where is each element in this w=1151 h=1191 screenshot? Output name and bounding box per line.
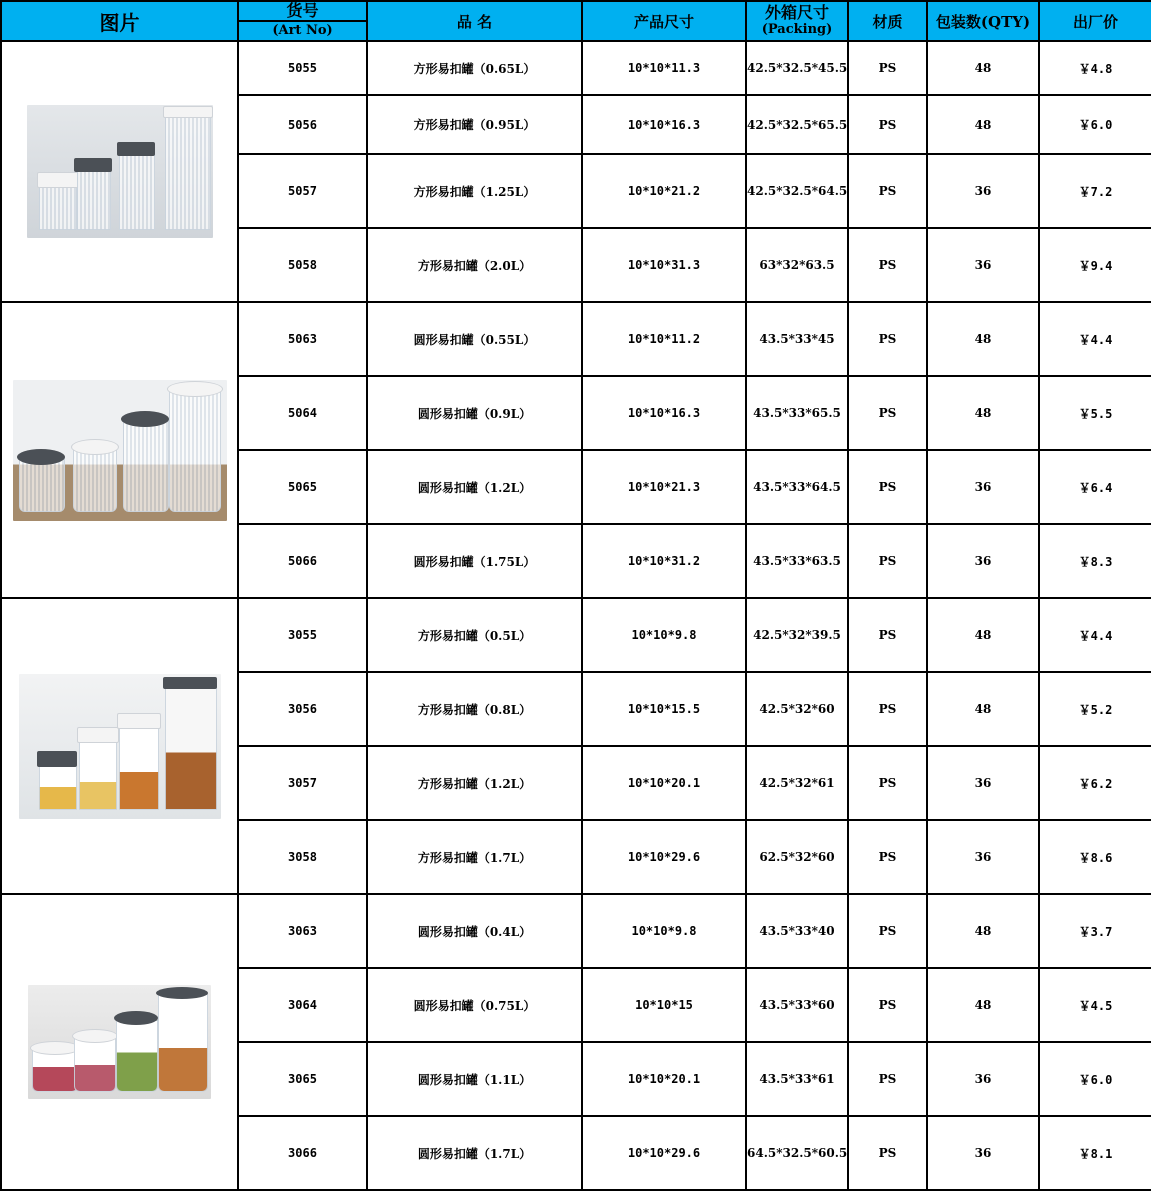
price-cell: ￥4.4 xyxy=(1039,302,1151,376)
product-name-cell: 圆形易扣罐（0.55L） xyxy=(367,302,582,376)
product-size-cell: 10*10*20.1 xyxy=(582,746,746,820)
product-size-cell: 10*10*29.6 xyxy=(582,820,746,894)
qty-cell: 48 xyxy=(927,672,1039,746)
price-cell: ￥6.4 xyxy=(1039,450,1151,524)
price-cell: ￥3.7 xyxy=(1039,894,1151,968)
header-name: 品 名 xyxy=(367,1,582,41)
product-name-cell: 方形易扣罐（2.0L） xyxy=(367,228,582,302)
packing-size-cell: 42.5*32.5*65.5 xyxy=(746,95,848,154)
packing-size-cell: 62.5*32*60 xyxy=(746,820,848,894)
art-no-cell: 5063 xyxy=(238,302,367,376)
product-name-cell: 方形易扣罐（1.2L） xyxy=(367,746,582,820)
material-cell: PS xyxy=(848,820,927,894)
header-material: 材质 xyxy=(848,1,927,41)
art-no-cell: 3065 xyxy=(238,1042,367,1116)
art-no-cell: 3055 xyxy=(238,598,367,672)
qty-cell: 36 xyxy=(927,154,1039,228)
material-cell: PS xyxy=(848,1042,927,1116)
product-picture-cell xyxy=(1,41,238,302)
product-photo xyxy=(13,380,227,521)
qty-cell: 48 xyxy=(927,302,1039,376)
qty-cell: 48 xyxy=(927,95,1039,154)
product-size-cell: 10*10*9.8 xyxy=(582,598,746,672)
product-name-cell: 圆形易扣罐（1.1L） xyxy=(367,1042,582,1116)
material-cell: PS xyxy=(848,598,927,672)
material-cell: PS xyxy=(848,894,927,968)
product-size-cell: 10*10*11.3 xyxy=(582,41,746,95)
qty-cell: 48 xyxy=(927,598,1039,672)
material-cell: PS xyxy=(848,95,927,154)
header-art-no-cn: 货号 xyxy=(239,2,366,22)
packing-size-cell: 43.5*33*40 xyxy=(746,894,848,968)
art-no-cell: 3063 xyxy=(238,894,367,968)
art-no-cell: 3066 xyxy=(238,1116,367,1190)
product-size-cell: 10*10*9.8 xyxy=(582,894,746,968)
product-picture-cell xyxy=(1,894,238,1190)
header-picture: 图片 xyxy=(1,1,238,41)
packing-size-cell: 43.5*33*60 xyxy=(746,968,848,1042)
price-cell: ￥4.8 xyxy=(1039,41,1151,95)
product-size-cell: 10*10*31.2 xyxy=(582,524,746,598)
product-size-cell: 10*10*29.6 xyxy=(582,1116,746,1190)
product-name-cell: 圆形易扣罐（0.9L） xyxy=(367,376,582,450)
price-cell: ￥7.2 xyxy=(1039,154,1151,228)
packing-size-cell: 63*32*63.5 xyxy=(746,228,848,302)
qty-cell: 36 xyxy=(927,1042,1039,1116)
product-picture-cell xyxy=(1,302,238,598)
product-size-cell: 10*10*21.3 xyxy=(582,450,746,524)
product-name-cell: 方形易扣罐（0.5L） xyxy=(367,598,582,672)
product-name-cell: 圆形易扣罐（1.75L） xyxy=(367,524,582,598)
art-no-cell: 5056 xyxy=(238,95,367,154)
material-cell: PS xyxy=(848,41,927,95)
material-cell: PS xyxy=(848,968,927,1042)
material-cell: PS xyxy=(848,524,927,598)
packing-size-cell: 42.5*32*39.5 xyxy=(746,598,848,672)
price-cell: ￥5.2 xyxy=(1039,672,1151,746)
packing-size-cell: 43.5*33*61 xyxy=(746,1042,848,1116)
table-row xyxy=(1,41,1151,95)
header-art-no xyxy=(238,1,367,41)
table-row xyxy=(1,598,1151,672)
price-cell: ￥8.1 xyxy=(1039,1116,1151,1190)
header-price: 出厂价 xyxy=(1039,1,1151,41)
material-cell: PS xyxy=(848,450,927,524)
price-cell: ￥8.6 xyxy=(1039,820,1151,894)
material-cell: PS xyxy=(848,302,927,376)
qty-cell: 48 xyxy=(927,41,1039,95)
art-no-cell: 5066 xyxy=(238,524,367,598)
material-cell: PS xyxy=(848,376,927,450)
qty-cell: 36 xyxy=(927,524,1039,598)
product-size-cell: 10*10*15 xyxy=(582,968,746,1042)
packing-size-cell: 43.5*33*64.5 xyxy=(746,450,848,524)
table-row xyxy=(1,894,1151,968)
product-name-cell: 方形易扣罐（0.95L） xyxy=(367,95,582,154)
product-size-cell: 10*10*20.1 xyxy=(582,1042,746,1116)
price-cell: ￥4.4 xyxy=(1039,598,1151,672)
material-cell: PS xyxy=(848,1116,927,1190)
product-name-cell: 圆形易扣罐（0.75L） xyxy=(367,968,582,1042)
product-size-cell: 10*10*21.2 xyxy=(582,154,746,228)
product-size-cell: 10*10*15.5 xyxy=(582,672,746,746)
product-name-cell: 方形易扣罐（0.8L） xyxy=(367,672,582,746)
product-size-cell: 10*10*16.3 xyxy=(582,376,746,450)
qty-cell: 36 xyxy=(927,228,1039,302)
packing-size-cell: 43.5*33*45 xyxy=(746,302,848,376)
product-name-cell: 方形易扣罐（1.25L） xyxy=(367,154,582,228)
qty-cell: 48 xyxy=(927,376,1039,450)
material-cell: PS xyxy=(848,154,927,228)
product-name-cell: 方形易扣罐（0.65L） xyxy=(367,41,582,95)
price-cell: ￥9.4 xyxy=(1039,228,1151,302)
product-name-cell: 方形易扣罐（1.7L） xyxy=(367,820,582,894)
header-size: 产品尺寸 xyxy=(582,1,746,41)
price-cell: ￥6.0 xyxy=(1039,95,1151,154)
qty-cell: 36 xyxy=(927,1116,1039,1190)
qty-cell: 36 xyxy=(927,450,1039,524)
packing-size-cell: 42.5*32*60 xyxy=(746,672,848,746)
material-cell: PS xyxy=(848,228,927,302)
header-art-no-en: (Art No) xyxy=(272,23,333,38)
price-cell: ￥4.5 xyxy=(1039,968,1151,1042)
product-size-cell: 10*10*16.3 xyxy=(582,95,746,154)
product-name-cell: 圆形易扣罐（1.7L） xyxy=(367,1116,582,1190)
packing-size-cell: 42.5*32*61 xyxy=(746,746,848,820)
qty-cell: 48 xyxy=(927,968,1039,1042)
table-row xyxy=(1,302,1151,376)
packing-size-cell: 42.5*32.5*64.5 xyxy=(746,154,848,228)
price-cell: ￥6.0 xyxy=(1039,1042,1151,1116)
art-no-cell: 3057 xyxy=(238,746,367,820)
qty-cell: 48 xyxy=(927,894,1039,968)
product-photo xyxy=(27,105,213,238)
qty-cell: 36 xyxy=(927,820,1039,894)
art-no-cell: 5055 xyxy=(238,41,367,95)
packing-size-cell: 42.5*32.5*45.5 xyxy=(746,41,848,95)
product-photo xyxy=(19,674,221,819)
product-photo xyxy=(28,985,211,1099)
packing-size-cell: 64.5*32.5*60.5 xyxy=(746,1116,848,1190)
art-no-cell: 3056 xyxy=(238,672,367,746)
product-picture-cell xyxy=(1,598,238,894)
art-no-cell: 3058 xyxy=(238,820,367,894)
product-size-cell: 10*10*31.3 xyxy=(582,228,746,302)
art-no-cell: 5057 xyxy=(238,154,367,228)
art-no-cell: 5058 xyxy=(238,228,367,302)
material-cell: PS xyxy=(848,746,927,820)
price-cell: ￥5.5 xyxy=(1039,376,1151,450)
qty-cell: 36 xyxy=(927,746,1039,820)
price-cell: ￥8.3 xyxy=(1039,524,1151,598)
product-size-cell: 10*10*11.2 xyxy=(582,302,746,376)
price-cell: ￥6.2 xyxy=(1039,746,1151,820)
header-packing-cn: 外箱尺寸 xyxy=(764,3,829,22)
header-packing-en: (Packing) xyxy=(761,22,833,37)
art-no-cell: 3064 xyxy=(238,968,367,1042)
material-cell: PS xyxy=(848,672,927,746)
product-name-cell: 圆形易扣罐（1.2L） xyxy=(367,450,582,524)
packing-size-cell: 43.5*33*63.5 xyxy=(746,524,848,598)
header-qty: 包装数(QTY) xyxy=(927,1,1039,41)
product-name-cell: 圆形易扣罐（0.4L） xyxy=(367,894,582,968)
packing-size-cell: 43.5*33*65.5 xyxy=(746,376,848,450)
header-packing xyxy=(746,1,848,41)
art-no-cell: 5064 xyxy=(238,376,367,450)
table-body xyxy=(1,41,1151,1190)
art-no-cell: 5065 xyxy=(238,450,367,524)
